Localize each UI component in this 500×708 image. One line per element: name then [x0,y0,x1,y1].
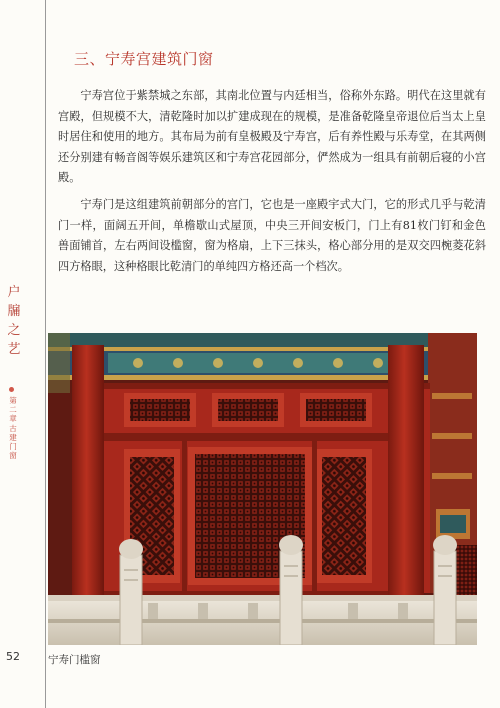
margin-rule [45,0,46,708]
page-number: 52 [6,650,20,663]
section-title: 三、宁寿宫建筑门窗 [74,50,214,68]
bullet-dot-icon [9,387,14,392]
side-book-title: 户 牖 之 艺 [7,285,21,357]
paragraph-intro: 宁寿宫位于紫禁城之东部，其南北位置与内廷相当，俗称外东路。明代在这里就有宫殿，但规模不大，清乾隆时加以扩建成现在的规模，是准备乾隆皇帝退位后当太上皇时居住和使用的地方。其布局为前有皇极殿及宁寿宫，后有养性殿与乐寿堂，在其两侧还分别建有畅音阁等娱乐建筑区和宁寿宫花园部分，俨然成为一组具有前朝后寝的小宫殿。 [58,89,486,185]
side-chapter-label: 第 二 章 古 建 门 窗 [9,396,17,461]
paragraph-gate: 宁寿门是这组建筑前朝部分的宫门，它也是一座殿宇式大门，它的形式几乎与乾清门一样，面阔五开间，单檐歇山式屋顶，中央三开间安板门，门上有81枚门钉和金色兽面铺首，左右两间设槛窗，窗为格扇，上下三抹头，格心部分用的是双交四椀菱花斜四方格眼，这种格眼比乾清门的单纯四方格还高一个档次。 [58,198,486,273]
photo-caption: 宁寿门槛窗 [48,654,101,666]
photo-window [48,333,477,645]
window-illustration [48,333,477,645]
